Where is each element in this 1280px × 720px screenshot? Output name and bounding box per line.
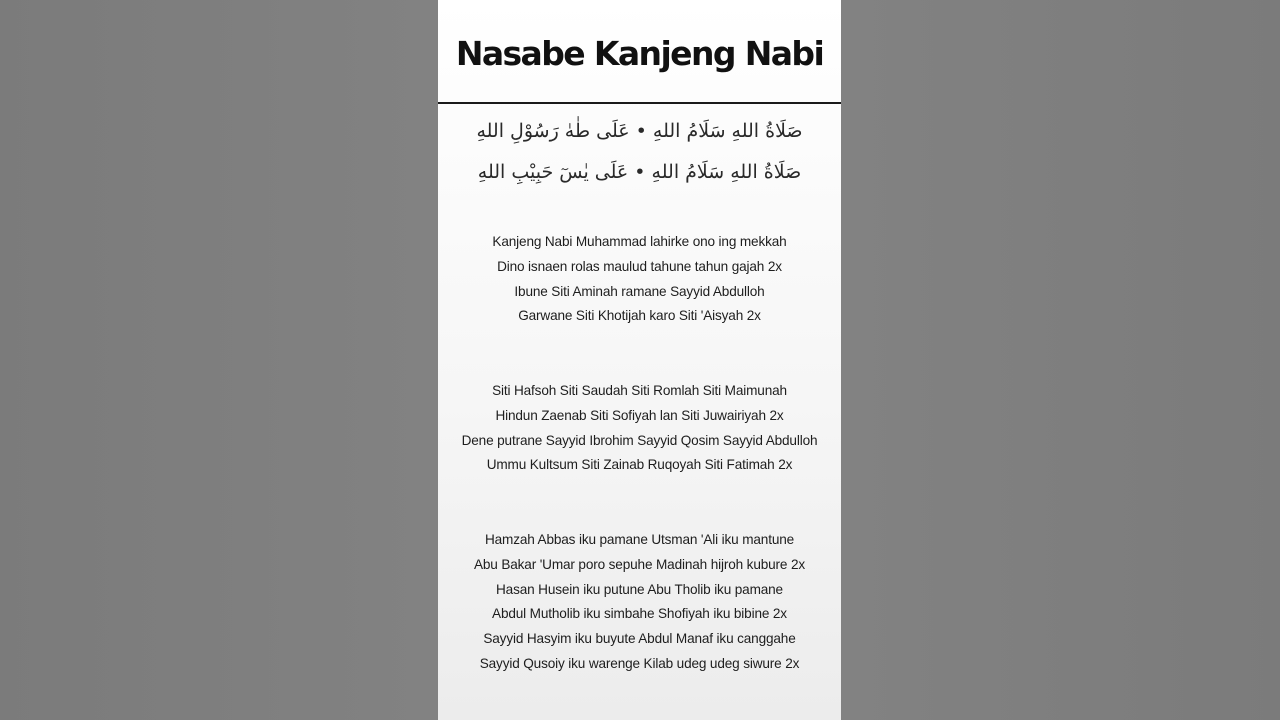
lyric-line: Hindun Zaenab Siti Sofiyah lan Siti Juwairiyah 2x (495, 407, 784, 423)
lyric-line: Abdul Mutholib iku simbahe Shofiyah iku bibine 2x (492, 606, 787, 622)
lyric-line: Sayyid Qusoiy iku warenge Kilab udeg udeg siwure 2x (479, 655, 800, 671)
lyric-line: Hamzah Abbas iku pamane Utsman 'Ali iku mantune (484, 532, 795, 547)
left-blur-panel (0, 0, 438, 720)
title-divider (438, 102, 841, 104)
lyric-line: Abu Bakar 'Umar poro sepuhe Madinah hijroh kubure 2x (473, 556, 806, 572)
lyric-line: Ibune Siti Aminah ramane Sayyid Abdulloh (514, 283, 765, 299)
right-blur-panel (841, 0, 1280, 720)
lyric-line: Sayyid Hasyim iku buyute Abdul Manaf iku canggahe (483, 631, 796, 647)
lyric-line: Ummu Kultsum Siti Zainab Ruqoyah Siti Fatimah 2x (486, 457, 793, 473)
lyric-line: Siti Hafsoh Siti Saudah Siti Romlah Siti Maimunah (492, 383, 787, 398)
stanza-3 (438, 528, 841, 677)
stanza-1 (438, 230, 841, 329)
lyric-line: Kanjeng Nabi Muhammad lahirke ono ing mekkah (492, 234, 787, 249)
stanza-2 (438, 379, 841, 478)
arabic-line-2: صَلَاةُ اللهِ سَلَامُ اللهِ • عَلَى يٰسٓ حَبِيْبِ اللهِ (477, 161, 802, 183)
lyric-line: Dene putrane Sayyid Ibrohim Sayyid Qosim Sayyid Abdulloh (461, 432, 818, 448)
page-title: Nasabe Kanjeng Nabi (455, 34, 824, 73)
lyric-line: Garwane Siti Khotijah karo Siti 'Aisyah 2x (518, 308, 761, 324)
arabic-line-1: صَلَاةُ اللهِ سَلَامُ اللهِ • عَلَى طٰهٰ رَسُوْلِ اللهِ (476, 120, 803, 142)
lyrics-page (438, 0, 841, 720)
lyric-line: Dino isnaen rolas maulud tahune tahun gajah 2x (497, 258, 782, 274)
lyric-line: Hasan Husein iku putune Abu Tholib iku pamane (496, 581, 783, 597)
